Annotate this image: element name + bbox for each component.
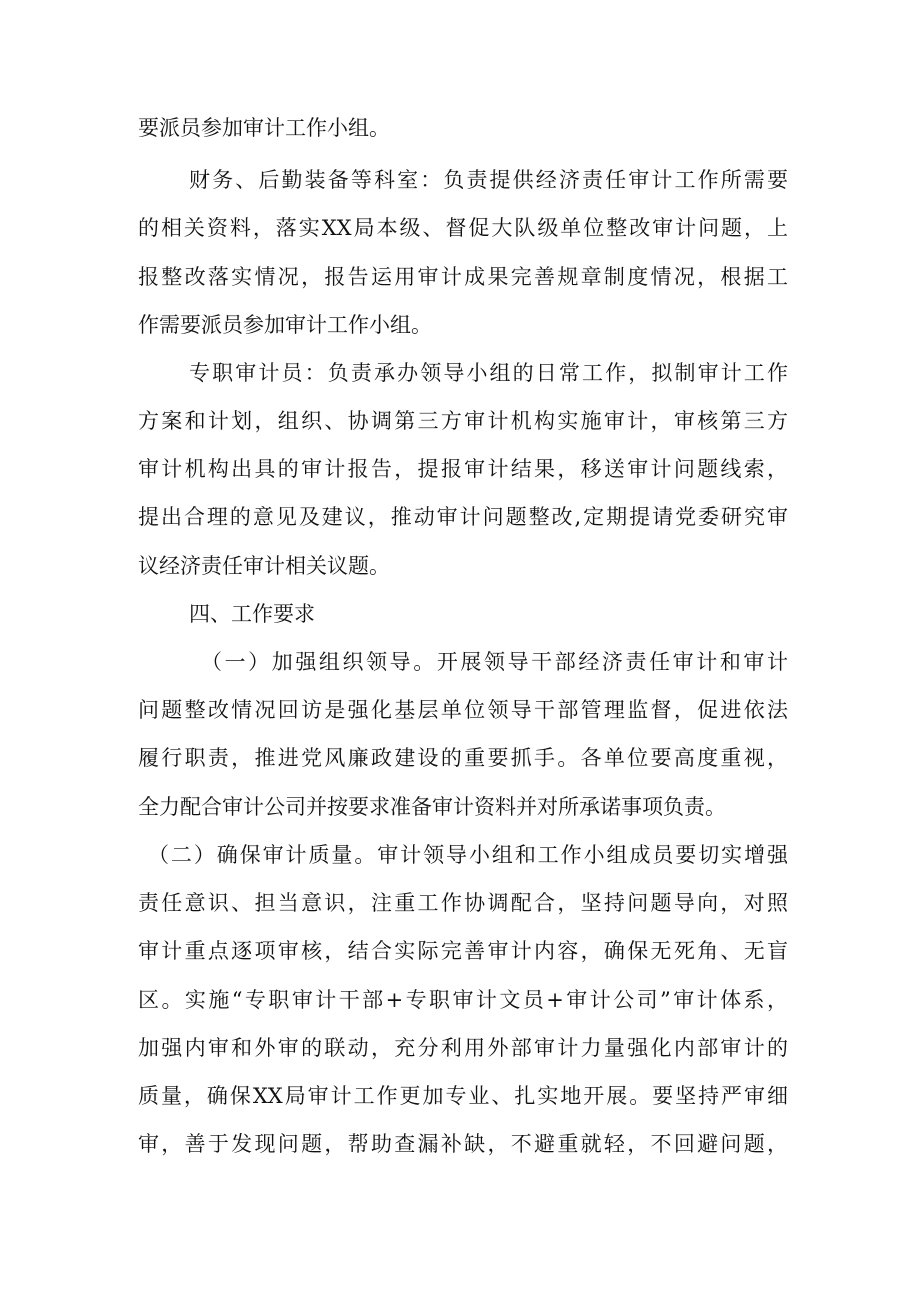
text-line: 审计机构出具的审计报告，提报审计结果，移送审计问题线索， bbox=[138, 457, 788, 481]
text-line: 要派员参加审计工作小组。 bbox=[138, 116, 390, 140]
text-line: 问题整改情况回访是强化基层单位领导干部管理监督，促进依法 bbox=[138, 698, 788, 722]
text-line: 作需要派员参加审计工作小组。 bbox=[138, 313, 432, 337]
text-line: 审，善于发现问题，帮助查漏补缺，不避重就轻，不回避问题， bbox=[138, 1132, 788, 1156]
section-heading: 四、工作要求 bbox=[189, 602, 315, 626]
text-line: 提出合理的意见及建议，推动审计问题整改,定期提请党委研究审 bbox=[138, 505, 788, 529]
text-line: 的相关资料，落实XX局本级、督促大队级单位整改审计问题，上 bbox=[138, 216, 788, 240]
text-line: 审计重点逐项审核，结合实际完善审计内容，确保无死角、无盲 bbox=[138, 939, 788, 963]
text-line: 加强内审和外审的联动，充分利用外部审计力量强化内部审计的 bbox=[138, 1036, 788, 1060]
paragraph-auditor-first-line: 专职审计员：负责承办领导小组的日常工作，拟制审计工作 bbox=[189, 361, 788, 385]
text-line: 全力配合审计公司并按要求准备审计资料并对所承诺事项负责。 bbox=[138, 795, 726, 819]
text-line: 方案和计划，组织、协调第三方审计机构实施审计，审核第三方 bbox=[138, 409, 788, 433]
text-line: 区。实施“专职审计干部+专职审计文员+审计公司”审计体系， bbox=[138, 988, 788, 1012]
text-line: 责任意识、担当意识，注重工作协调配合，坚持问题导向，对照 bbox=[138, 891, 788, 915]
paragraph-leadership-first-line: （一）加强组织领导。开展领导干部经济责任审计和审计 bbox=[201, 650, 788, 674]
text-line: 履行职责，推进党风廉政建设的重要抓手。各单位要高度重视， bbox=[138, 746, 788, 770]
text-line: 报整改落实情况，报告运用审计成果完善规章制度情况，根据工 bbox=[138, 265, 788, 289]
paragraph-finance-first-line: 财务、后勤装备等科室：负责提供经济责任审计工作所需要 bbox=[189, 168, 788, 192]
paragraph-quality-first-line: （二）确保审计质量。审计领导小组和工作小组成员要切实增强 bbox=[148, 843, 788, 867]
text-line: 议经济责任审计相关议题。 bbox=[138, 554, 390, 578]
text-line: 质量，确保XX局审计工作更加专业、扎实地开展。要坚持严审细 bbox=[138, 1084, 788, 1108]
